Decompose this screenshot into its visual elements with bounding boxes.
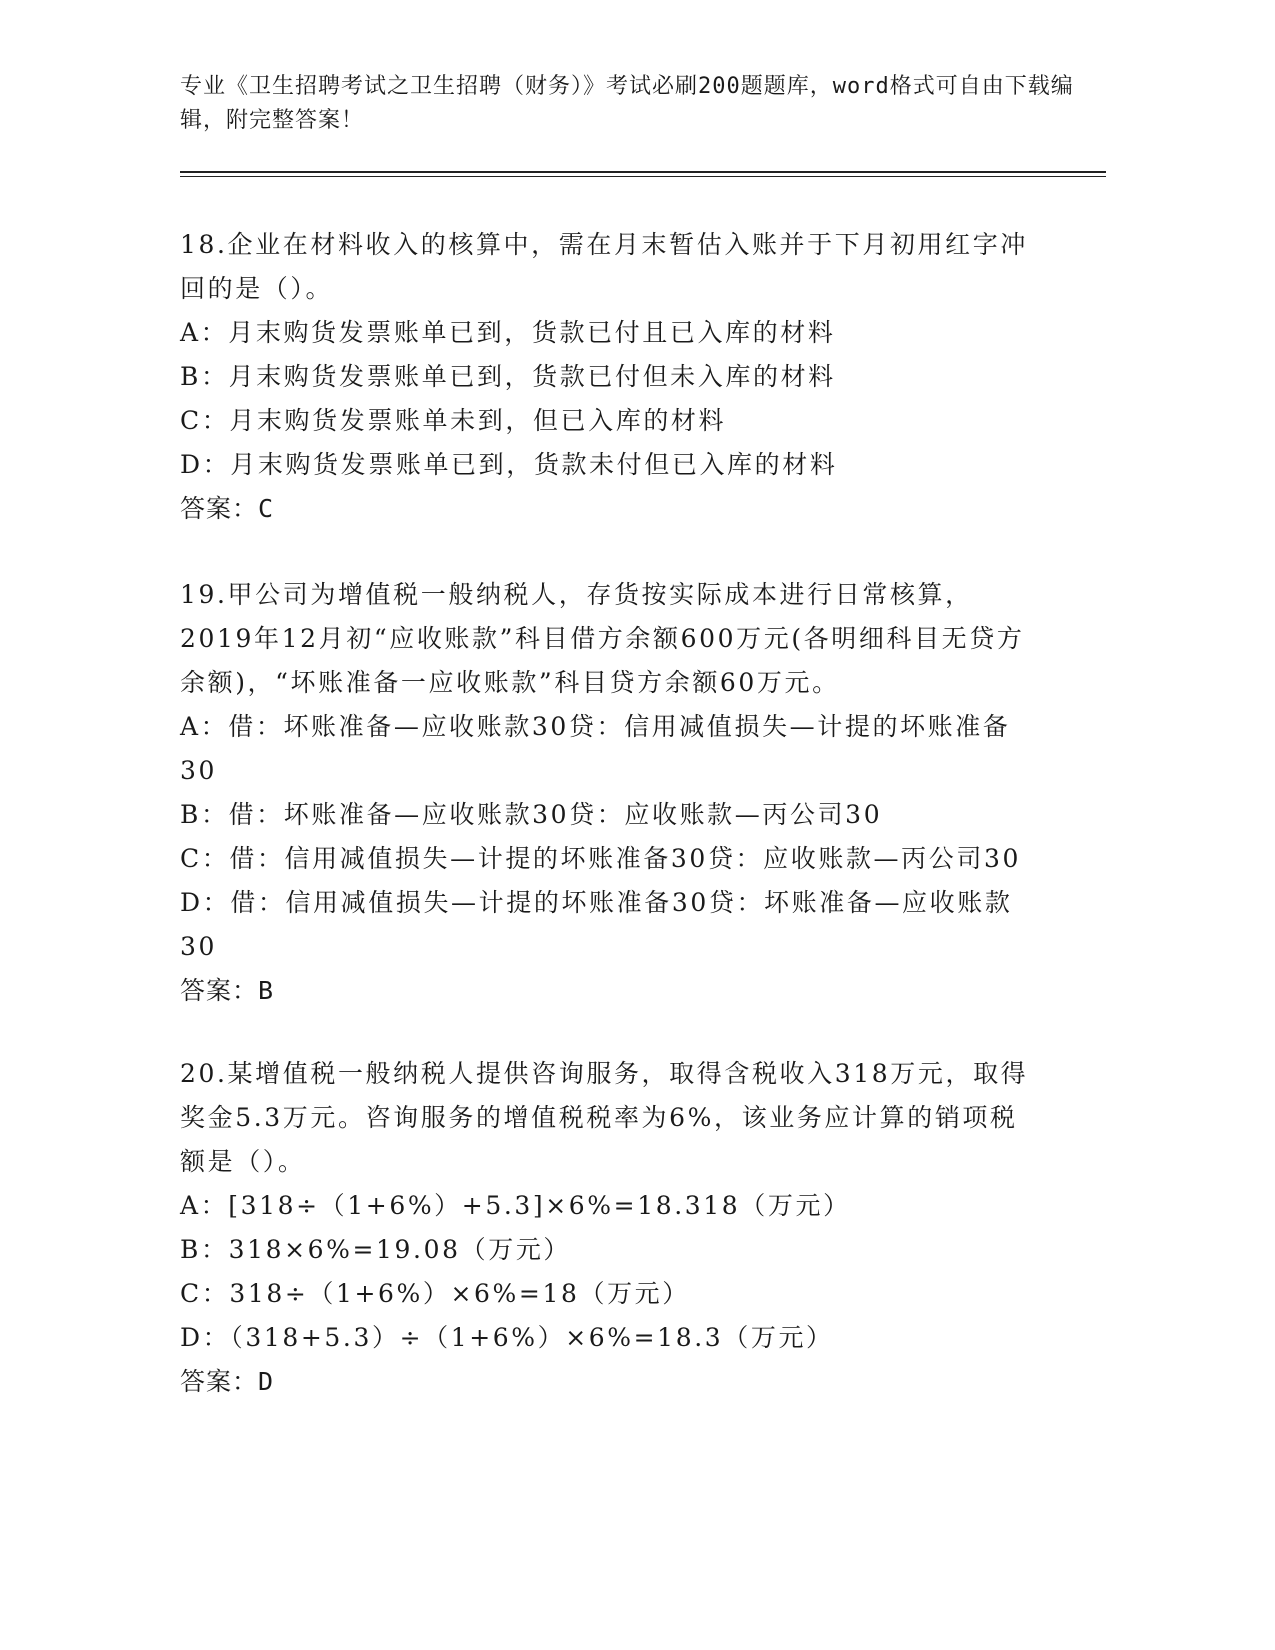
option-c: C：月末购货发票账单未到，但已入库的材料: [180, 406, 727, 435]
option-d: D：月末购货发票账单已到，货款未付但已入库的材料: [180, 450, 838, 479]
header-divider: [180, 171, 1106, 177]
header-text: 专业《卫生招聘考试之卫生招聘（财务）》考试必刷200题题库，word格式可自由下载编辑，附完整答案！: [180, 74, 1074, 133]
question-stem: 18.企业在材料收入的核算中，需在月末暂估入账并于下月初用红字冲回的是（）。: [180, 230, 1028, 303]
document-header: [180, 70, 1080, 138]
option-b: B：月末购货发票账单已到，货款已付但未入库的材料: [180, 362, 836, 391]
question-19: [180, 573, 1040, 1013]
question-20: [180, 1052, 1040, 1404]
answer-line: 答案：D: [180, 1367, 275, 1396]
option-b: B：318×6%=19.08（万元）: [180, 1235, 572, 1264]
option-a: A：月末购货发票账单已到，货款已付且已入库的材料: [180, 318, 836, 347]
question-stem: 20.某增值税一般纳税人提供咨询服务，取得含税收入318万元，取得奖金5.3万元。咨询服务的增值税税率为6%，该业务应计算的销项税额是（）。: [180, 1059, 1029, 1176]
answer-line: 答案：B: [180, 976, 275, 1005]
question-18: [180, 223, 1040, 531]
option-d: D：借：信用减值损失—计提的坏账准备30贷：坏账准备—应收账款30: [180, 888, 1013, 961]
question-stem: 19.甲公司为增值税一般纳税人，存货按实际成本进行日常核算，2019年12月初“应收账款”科目借方余额600万元(各明细科目无贷方余额)，“坏账准备一应收账款”科目贷方余额60万元。: [180, 580, 1025, 697]
answer-line: 答案：C: [180, 494, 275, 523]
option-b: B：借：坏账准备—应收账款30贷：应收账款—丙公司30: [180, 800, 883, 829]
option-c: C：借：信用减值损失—计提的坏账准备30贷：应收账款—丙公司30: [180, 844, 1021, 873]
option-a: A：[318÷（1+6%）+5.3]×6%=18.318（万元）: [180, 1191, 851, 1220]
option-c: C：318÷（1+6%）×6%=18（万元）: [180, 1279, 690, 1308]
option-d: D：（318+5.3）÷（1+6%）×6%=18.3（万元）: [180, 1323, 834, 1352]
option-a: A：借：坏账准备—应收账款30贷：信用减值损失—计提的坏账准备30: [180, 712, 1011, 785]
